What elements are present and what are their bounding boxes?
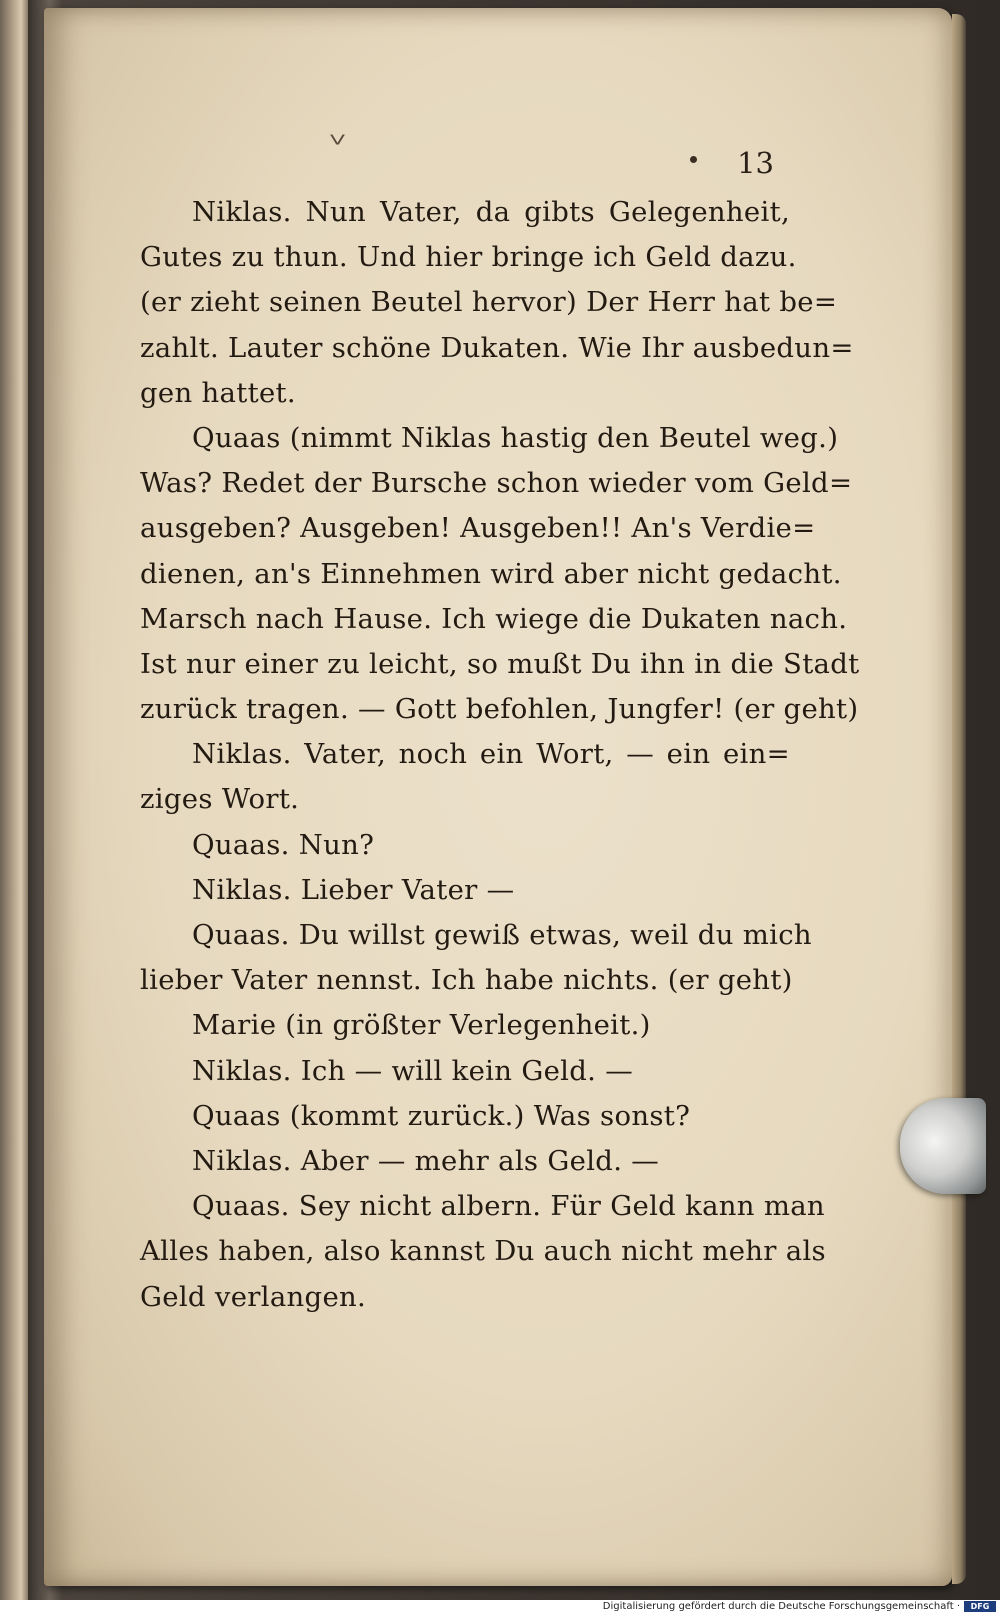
funding-credit: Digitalisierung gefördert durch die Deutsche Forschungsgemeinschaft ·	[602, 1601, 960, 1612]
text-line: Quaas (kommt zurück.) Was sonst?	[192, 1099, 691, 1132]
footer-bar	[0, 1600, 1000, 1613]
text-line: Marsch nach Hause. Ich wiege die Dukaten nach.	[140, 602, 848, 635]
text-line: (er zieht seinen Beutel hervor) Der Herr hat be=	[140, 286, 838, 319]
pencil-mark-icon: V	[330, 133, 346, 148]
ink-dot	[690, 156, 697, 163]
page-stack-edge	[952, 14, 966, 1584]
text-line: Geld verlangen.	[140, 1280, 367, 1313]
dfg-logo-icon: DFG	[964, 1601, 996, 1612]
text-line: ausgeben? Ausgeben! Ausgeben!! An's Verdie=	[140, 512, 816, 545]
text-line: zahlt. Lauter schöne Dukaten. Wie Ihr ausbedun=	[140, 331, 854, 364]
text-line: Niklas. Nun Vater, da gibts Gelegenheit,	[192, 196, 790, 228]
text-line: Niklas. Aber — mehr als Geld. —	[192, 1144, 660, 1177]
text-line: Ist nur einer zu leicht, so mußt Du ihn in die Stadt	[140, 647, 860, 680]
text-line: Marie (in größter Verlegenheit.)	[192, 1009, 651, 1042]
text-line: zurück tragen. — Gott befohlen, Jungfer! (er geht)	[140, 693, 859, 726]
text-line: Niklas. Lieber Vater —	[192, 873, 515, 906]
text-line: Quaas. Sey nicht albern. Für Geld kann man	[192, 1190, 825, 1223]
previous-page-edge	[0, 0, 28, 1600]
page-text	[140, 190, 860, 1320]
text-line: Quaas. Nun?	[192, 828, 375, 861]
text-line: gen hattet.	[140, 376, 296, 409]
page-number: 13	[737, 146, 774, 180]
text-line: Niklas. Ich — will kein Geld. —	[192, 1054, 634, 1087]
text-line: Niklas. Vater, noch ein Wort, — ein ein=	[192, 738, 790, 771]
text-line: Quaas. Du willst gewiß etwas, weil du mich	[192, 919, 812, 951]
text-line: dienen, an's Einnehmen wird aber nicht gedacht.	[140, 557, 842, 590]
text-line: Quaas (nimmt Niklas hastig den Beutel weg.)	[192, 421, 839, 454]
text-line: Alles haben, also kannst Du auch nicht mehr als	[140, 1235, 826, 1268]
page-clip	[900, 1098, 986, 1194]
text-line: Was? Redet der Bursche schon wieder vom Geld=	[140, 467, 853, 500]
text-line: ziges Wort.	[140, 783, 300, 816]
text-line: Gutes zu thun. Und hier bringe ich Geld dazu.	[140, 241, 797, 274]
text-line: lieber Vater nennst. Ich habe nichts. (er geht)	[140, 964, 793, 997]
